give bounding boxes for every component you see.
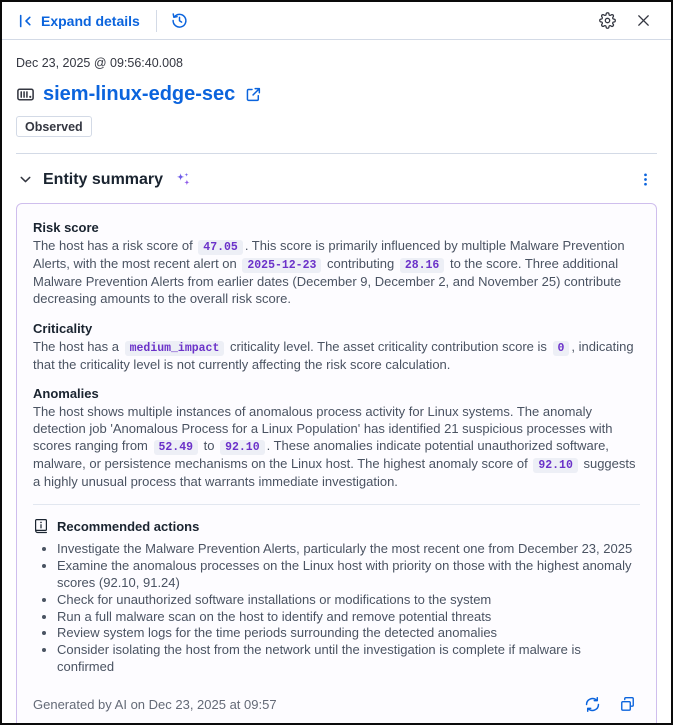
- section-heading: Risk score: [33, 220, 99, 235]
- section-heading: Anomalies: [33, 386, 99, 402]
- recommended-actions-heading: Recommended actions: [57, 518, 200, 534]
- inline-code-value: medium_impact: [125, 341, 225, 356]
- generated-by-ai-note: Generated by AI on Dec 23, 2025 at 09:57: [33, 697, 277, 713]
- book-info-icon: [33, 518, 49, 534]
- close-x-icon[interactable]: [632, 9, 655, 32]
- expand-details-label: Expand details: [41, 12, 140, 29]
- status-badge: Observed: [16, 116, 92, 137]
- expand-details-button[interactable]: [12, 9, 146, 33]
- inline-code-value: 52.49: [154, 440, 199, 455]
- event-timestamp: Dec 23, 2025 @ 09:56:40.008: [16, 56, 183, 70]
- refresh-icon[interactable]: [580, 692, 605, 717]
- ai-summary-panel: [16, 203, 657, 725]
- inline-code-value: 0: [553, 341, 570, 356]
- section-paragraph: The host has a medium_impact criticality level. The asset criticality contribution score is 0 , indicating that the criticality level is not currently affecting the risk score calculation.: [33, 338, 634, 372]
- entity-summary-title: Entity summary: [43, 170, 164, 188]
- gear-icon[interactable]: [595, 8, 620, 33]
- section-heading: Criticality: [33, 320, 93, 336]
- summary-sections: [33, 220, 640, 491]
- recently-viewed-clock-icon[interactable]: [167, 8, 192, 33]
- section-paragraph: The host has a risk score of 47.05 . This score is primarily influenced by multiple Malware Prevention Alerts, with the most recent alert on 2025-12-23 contributing 28.16 to the score. Three additional Malware Prevention Alerts from earlier dates (December 9, December 2, and November 25) contribute decreasing amounts to the overall risk score.: [33, 238, 625, 306]
- summary-section: [33, 220, 640, 308]
- inline-code-value: 28.16: [400, 258, 445, 273]
- inline-code-value: 92.10: [220, 440, 265, 455]
- summary-section: [33, 386, 640, 491]
- storage-host-icon: [16, 85, 35, 104]
- summary-section: [33, 321, 640, 374]
- recommended-action-item: • Examine the anomalous processes on the Linux host with priority on those with the highest anomaly scores (92.10, 91.24): [57, 558, 640, 592]
- inline-code-value: 47.05: [198, 240, 243, 255]
- chevron-down-icon[interactable]: [16, 170, 35, 189]
- copy-icon[interactable]: [615, 692, 640, 717]
- flyout-header-bar: [2, 2, 671, 40]
- summary-inner-divider: [33, 504, 640, 505]
- inline-code-value: 2025-12-23: [242, 258, 321, 273]
- entity-name: siem-linux-edge-sec: [43, 83, 236, 105]
- entity-header: [2, 40, 671, 154]
- recommended-actions-list: [33, 541, 640, 676]
- entity-summary-header: [2, 154, 671, 203]
- vertical-dots-kebab-icon[interactable]: [634, 168, 657, 191]
- arrow-start-icon: [18, 13, 34, 29]
- recommended-action-item: • Investigate the Malware Prevention Alerts, particularly the most recent one from December 23, 2025: [57, 541, 640, 558]
- recommended-action-item: • Review system logs for the time periods surrounding the detected anomalies: [57, 625, 640, 642]
- sparkles-icon: [173, 170, 193, 190]
- inline-code-value: 92.10: [533, 458, 578, 473]
- external-link-popout-icon[interactable]: [243, 84, 264, 105]
- recommended-action-item: • Check for unauthorized software installations or modifications to the system: [57, 592, 640, 609]
- section-paragraph: The host shows multiple instances of anomalous process activity for Linux systems. The anomaly detection job 'Anomalous Process for a Linux Population' has identified 21 suspicious processes with scores ranging from 52.49 to 92.10 . These anomalies indicate potential unauthorized software, malware, or persistence mechanisms on the Linux host. The highest anomaly score of 92.10 suggests a highly unusual process that warrants immediate investigation.: [33, 404, 636, 490]
- recommended-action-item: • Consider isolating the host from the network until the investigation is complete if malware is confirmed: [57, 642, 640, 676]
- recommended-action-item: • Run a full malware scan on the host to identify and remove potential threats: [57, 609, 640, 626]
- header-vertical-divider: [156, 10, 157, 32]
